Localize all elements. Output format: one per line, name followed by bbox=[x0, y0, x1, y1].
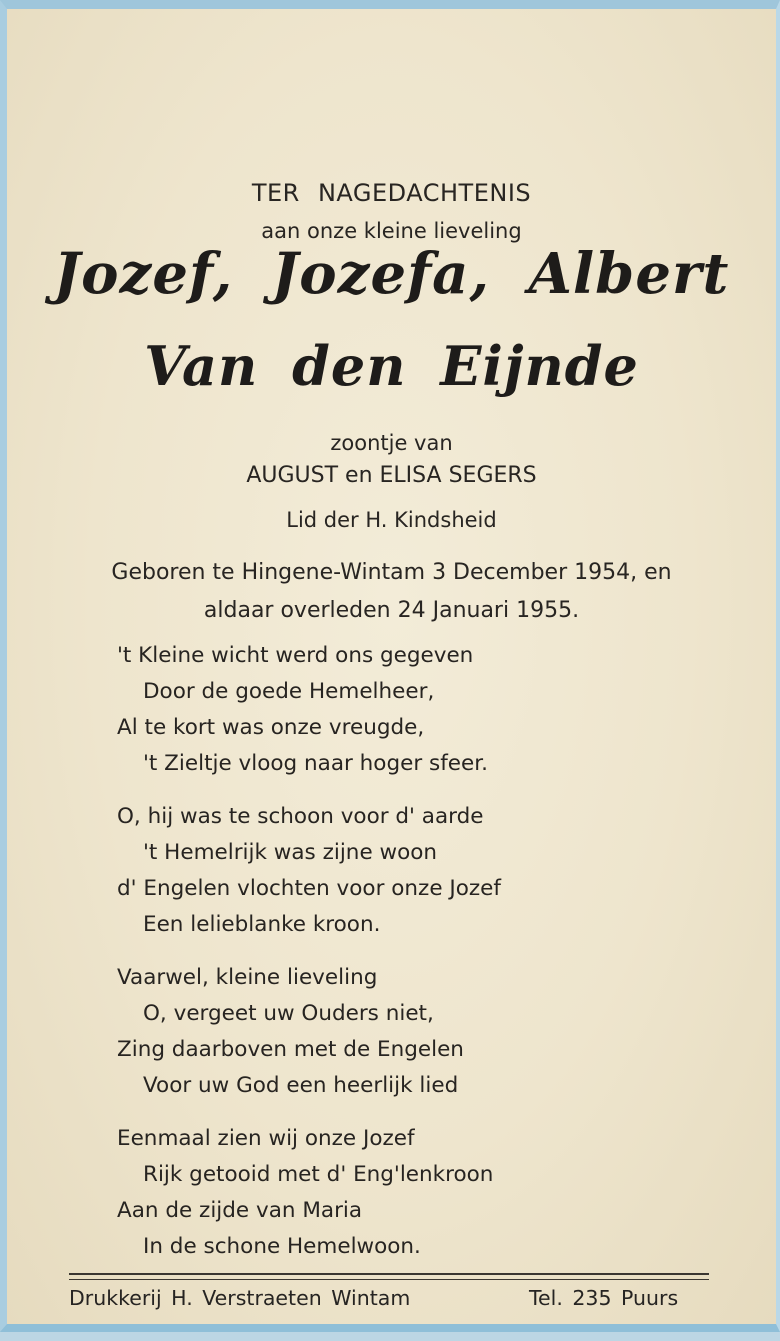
poem-line: Door de goede Hemelheer, bbox=[143, 679, 435, 704]
printer-credit: Drukkerij H. Verstraeten Wintam bbox=[69, 1286, 411, 1310]
death-line: aldaar overleden 24 Januari 1955. bbox=[203, 598, 580, 623]
poem-line: Rijk getooid met d' Eng'lenkroon bbox=[143, 1162, 494, 1187]
poem-line: Eenmaal zien wij onze Jozef bbox=[117, 1126, 415, 1151]
parents-names: AUGUST en ELISA SEGERS bbox=[246, 463, 537, 488]
poem-line: O, hij was te schoon voor d' aarde bbox=[117, 804, 484, 829]
poem-line: 't Hemelrijk was zijne woon bbox=[143, 840, 438, 865]
deceased-surname: Van den Eijnde bbox=[144, 334, 639, 398]
poem-line: O, vergeet uw Ouders niet, bbox=[143, 1001, 434, 1026]
poem-line: 't Zieltje vloog naar hoger sfeer. bbox=[143, 751, 488, 776]
memorial-poem bbox=[7, 9, 780, 1341]
card-heading: TER NAGEDACHTENIS bbox=[251, 179, 532, 207]
footer-divider bbox=[69, 1273, 709, 1275]
birth-line: Geboren te Hingene-Wintam 3 December 1954, en bbox=[111, 560, 672, 585]
poem-line: Zing daarboven met de Engelen bbox=[117, 1037, 464, 1062]
card-subheading: aan onze kleine lieveling bbox=[261, 219, 522, 243]
printer-phone: Tel. 235 Puurs bbox=[529, 1286, 679, 1310]
poem-line: Een lelieblanke kroon. bbox=[143, 912, 381, 937]
poem-line: Vaarwel, kleine lieveling bbox=[117, 965, 378, 990]
poem-line: Aan de zijde van Maria bbox=[117, 1198, 363, 1223]
poem-line: In de schone Hemelwoon. bbox=[143, 1234, 421, 1259]
poem-line: Voor uw God een heerlijk lied bbox=[143, 1073, 459, 1098]
deceased-given-names: Jozef, Jozefa, Albert bbox=[53, 241, 730, 307]
relation-text: zoontje van bbox=[330, 431, 453, 455]
poem-line: Al te kort was onze vreugde, bbox=[117, 715, 425, 740]
poem-line: d' Engelen vlochten voor onze Jozef bbox=[117, 876, 501, 901]
footer-divider-thin bbox=[69, 1279, 709, 1280]
poem-line: 't Kleine wicht werd ons gegeven bbox=[117, 643, 474, 668]
membership-text: Lid der H. Kindsheid bbox=[286, 508, 497, 532]
